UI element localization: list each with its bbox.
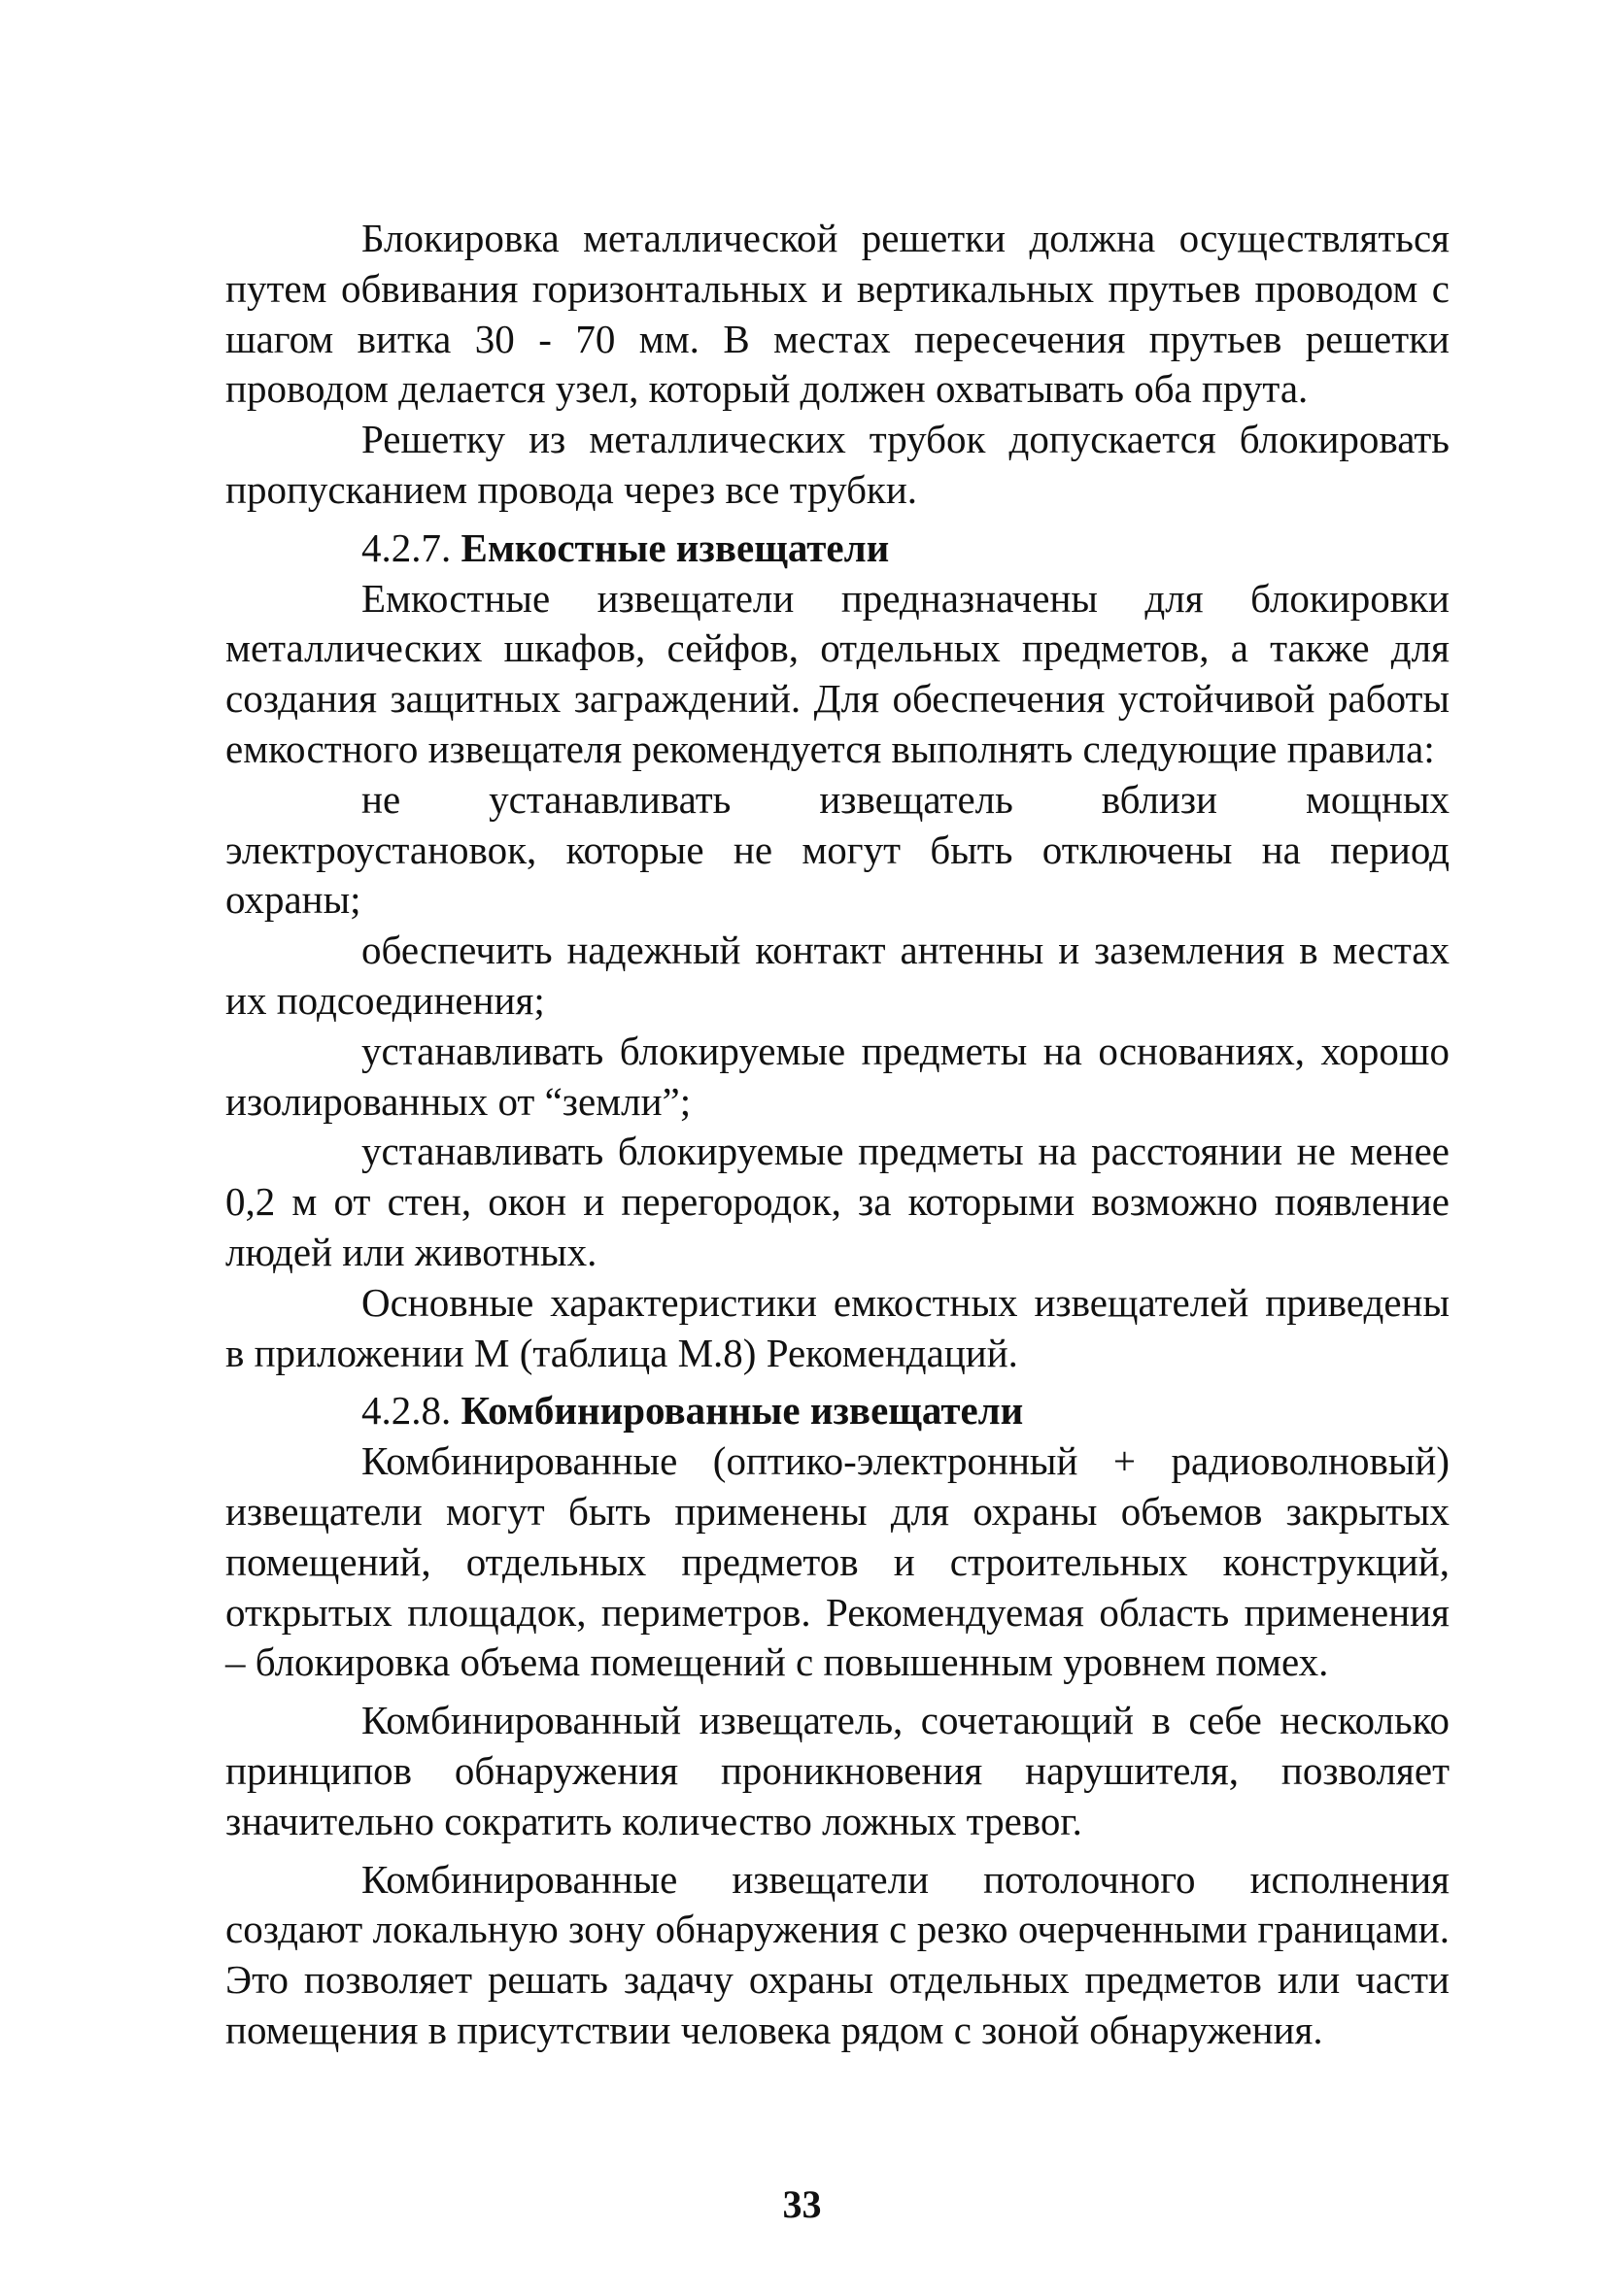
paragraph-ceiling-detectors: Комбинированные извещатели потолочного исполнения создают локальную зону обнаружения с резко очерченными границами. Это позволяет решать задачу охраны отдельных предметов или части помещения в присутствии человека рядом с зоной обнаружения. xyxy=(225,1856,1450,2052)
section-number: 4.2.7. xyxy=(361,524,452,570)
paragraph-capacitive-intro: Емкостные извещатели предназначены для блокировки металлических шкафов, сейфов, отдельных предметов, а также для создания защитных заграждений. Для обеспечения устойчивой работы емкостного извещателя рекомендуется выполнять следующие правила: xyxy=(225,575,1450,771)
document-body xyxy=(225,214,1450,2056)
rule-item: устанавливать блокируемые предметы на расстоянии не менее 0,2 м от стен, окон и перегородок, за которыми возможно появление людей или животных. xyxy=(225,1129,1450,1274)
paragraph-grille-blocking: Блокировка металлической решетки должна осуществляться путем обвивания горизонтальных и вертикальных прутьев проводом с шагом витка 30 - 70 мм. В местах пересечения прутьев решетки проводом делается узел, который должен охватывать оба прута. xyxy=(225,216,1450,412)
paragraph-characteristics: Основные характеристики емкостных извещателей приведены в приложении М (таблица М.8) Рекомендаций. xyxy=(225,1279,1450,1375)
section-heading-4-2-7 xyxy=(225,523,1450,574)
section-title: Емкостные извещатели xyxy=(461,524,890,570)
rule-item: обеспечить надежный контакт антенны и заземления в местах их подсоединения; xyxy=(225,928,1450,1023)
paragraph-tube-grille: Решетку из металлических трубок допускается блокировать пропусканием провода через все трубки. xyxy=(225,417,1450,512)
paragraph-combined-principles: Комбинированный извещатель, сочетающий в себе несколько принципов обнаружения проникновения нарушителя, позволяет значительно сократить количество ложных тревог. xyxy=(225,1698,1450,1843)
paragraph-combined-intro: Комбинированные (оптико-электронный + радиоволновый) извещатели могут быть применены для охраны объемов закрытых помещений, отдельных предметов и строительных конструкций, открытых площадок, периметров. Рекомендуемая область применения – блокировка объема помещений с повышенным уровнем помех. xyxy=(225,1438,1450,1685)
page-number: 33 xyxy=(782,2182,822,2226)
section-number: 4.2.8. xyxy=(361,1388,452,1434)
section-title: Комбинированные извещатели xyxy=(461,1388,1024,1434)
rule-item: не устанавливать извещатель вблизи мощных электроустановок, которые не могут быть отключены на период охраны; xyxy=(225,776,1450,923)
section-heading-4-2-8 xyxy=(225,1386,1450,1436)
rule-item: устанавливать блокируемые предметы на основаниях, хорошо изолированных от “земли”; xyxy=(225,1028,1450,1124)
